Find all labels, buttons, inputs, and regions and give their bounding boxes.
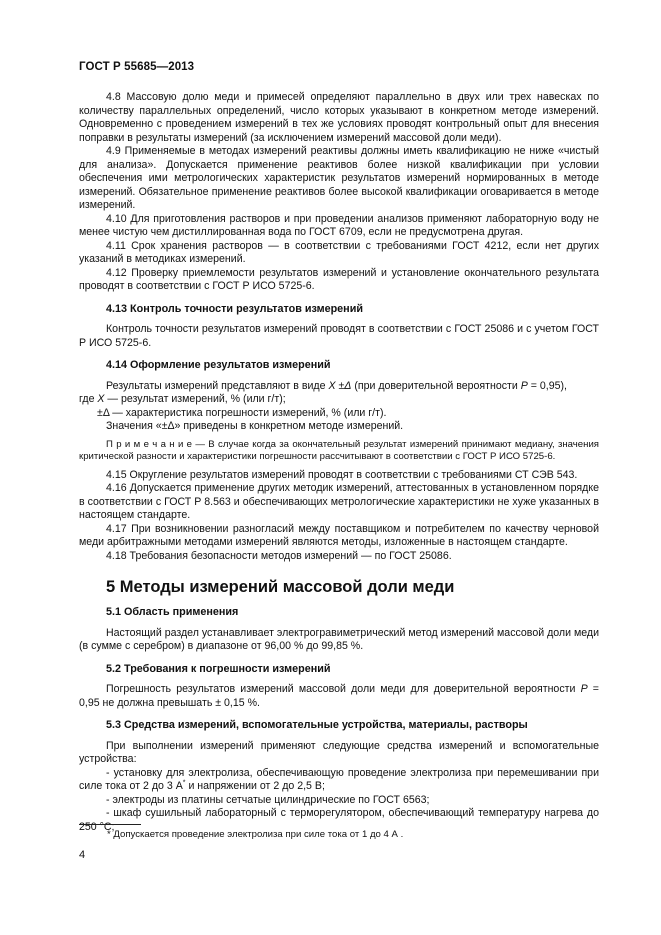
probability-symbol: Р — [520, 379, 528, 392]
paragraph-4-9: 4.9 Применяемые в методах измерений реактивы должны иметь квалификацию не ниже «чистый для анализа». Допускается применение реактивов более низкой квалификации при условии обеспечения ими метрологических характеристик результатов измерений нормированных в методе измерений. Обязательное применение реактивов более высокой квалификации оговаривается в методе измерений. — [79, 145, 599, 211]
note-text: — В случае когда за окончательный результат измерений принимают медиану, значения критической разности и характеристики погрешности рассчитывают в соответствии с ГОСТ Р ИСО 5725-6. — [79, 438, 599, 462]
list-item — [79, 767, 599, 794]
note-label: П р и м е ч а н и е — [106, 438, 193, 450]
p5-2-text-2: = 0,95 не должна превышать ± 0,15 %. — [79, 683, 599, 709]
page-number: 4 — [79, 849, 86, 861]
paragraph-4-10: 4.10 Для приготовления растворов и при проведении анализов применяют лабораторную воду не менее чистую чем дистиллированная вода по ГОСТ 6709, если не предусмотрена другая. — [79, 212, 599, 238]
probability-symbol: Р — [580, 683, 588, 695]
where-text-2: — результат измерений, % (или г/т); — [104, 393, 286, 405]
paragraph-4-13: Контроль точности результатов измерений проводят в соответствии с ГОСТ 25086 и с учетом ГОСТ Р ИСО 5725-6. — [79, 323, 599, 349]
heading-5-1: 5.1 Область применения — [106, 606, 239, 618]
paragraph-4-12: 4.12 Проверку приемлемости результатов измерений и установление окончательного результата проводят в соответствии с ГОСТ Р ИСО 5725-6. — [79, 266, 599, 292]
result-text: Результаты измерений представляют в виде — [106, 379, 329, 392]
paragraph-4-14-delta: ±Δ — характеристика погрешности измерений, % (или г/т). — [97, 406, 387, 419]
list-item-text: - установку для электролиза, обеспечивающую проведение электролиза при перемешивании при силе тока от 2 до 3 А — [79, 766, 599, 792]
paragraph-4-8: 4.8 Массовую долю меди и примесей определяют параллельно в двух или трех навесках по количеству параллельных определений, число которых указывают в конкретном методе измерений. Одновременно с проведением измерений в тех же условиях проводят контрольный опыт для внесения поправки в результаты измерений (за исключением измерений массовой доли меди). — [79, 91, 599, 144]
heading-4-13: 4.13 Контроль точности результатов измерений — [106, 302, 363, 315]
list-item-text-2: и напряжении от 2 до 2,5 В; — [185, 780, 325, 792]
heading-4-14: 4.14 Оформление результатов измерений — [106, 359, 331, 371]
footnote-divider — [79, 824, 141, 825]
paragraph-4-17: 4.17 При возникновении разногласий между поставщиком и потребителем по качеству черновой меди арбитражными методами измерений являются методы, изложенные в настоящем стандарте. — [79, 522, 599, 548]
p5-2-text: Погрешность результатов измерений массовой доли меди для доверительной вероятности — [106, 683, 581, 695]
list-item: - шкаф сушильный лабораторный с терморегулятором, обеспечивающий температуру нагрева до 250 °С; — [79, 807, 599, 833]
heading-5-3: 5.3 Средства измерений, вспомогательные устройства, материалы, растворы — [106, 719, 528, 731]
paragraph-4-16: 4.16 Допускается применение других методик измерений, аттестованных в установленном порядке в соответствии с ГОСТ Р 8.563 и обеспечивающих метрологические характеристики не хуже указанных в настоящем стандарте. — [79, 482, 599, 521]
document-body — [79, 91, 599, 834]
formula: X ±Δ — [328, 379, 352, 392]
x-symbol: X — [97, 393, 105, 405]
paragraph-4-15: 4.15 Округление результатов измерений проводят в соответствии с требованиями СТ СЭВ 543. — [106, 468, 578, 481]
section-5-title: 5 Методы измерений массовой доли меди — [106, 578, 455, 596]
footnote: * Допускается проведение электролиза при силе тока от 1 до 4 А . — [107, 829, 404, 840]
result-text-2: (при доверительной вероятности — [351, 379, 521, 392]
paragraph-5-2 — [79, 683, 599, 710]
list-item: - электроды из платины сетчатые цилиндрические по ГОСТ 6563; — [106, 793, 430, 806]
paragraph-4-18: 4.18 Требования безопасности методов измерений — по ГОСТ 25086. — [106, 549, 452, 562]
paragraph-4-11: 4.11 Срок хранения растворов — в соответствии с требованиями ГОСТ 4212, если нет других указаний в методиках измерений. — [79, 239, 599, 265]
footnote-marker: * — [182, 779, 186, 787]
note — [79, 439, 599, 464]
paragraph-4-14-values: Значения «±Δ» приведены в конкретном методе измерений. — [106, 420, 404, 432]
result-text-3: = 0,95), — [527, 379, 567, 392]
paragraph-4-14-result — [79, 380, 599, 394]
paragraph-4-14-where — [79, 393, 599, 407]
where-text: где — [79, 393, 98, 405]
heading-5-2: 5.2 Требования к погрешности измерений — [106, 662, 331, 675]
paragraph-5-3: При выполнении измерений применяют следующие средства измерений и вспомогательные устройства: — [79, 739, 599, 765]
page-header: ГОСТ Р 55685—2013 — [79, 61, 195, 73]
paragraph-5-1: Настоящий раздел устанавливает электрогравиметрический метод измерений массовой доли меди (в сумме с серебром) в диапазоне от 96,00 % до 99,85 %. — [79, 626, 599, 652]
